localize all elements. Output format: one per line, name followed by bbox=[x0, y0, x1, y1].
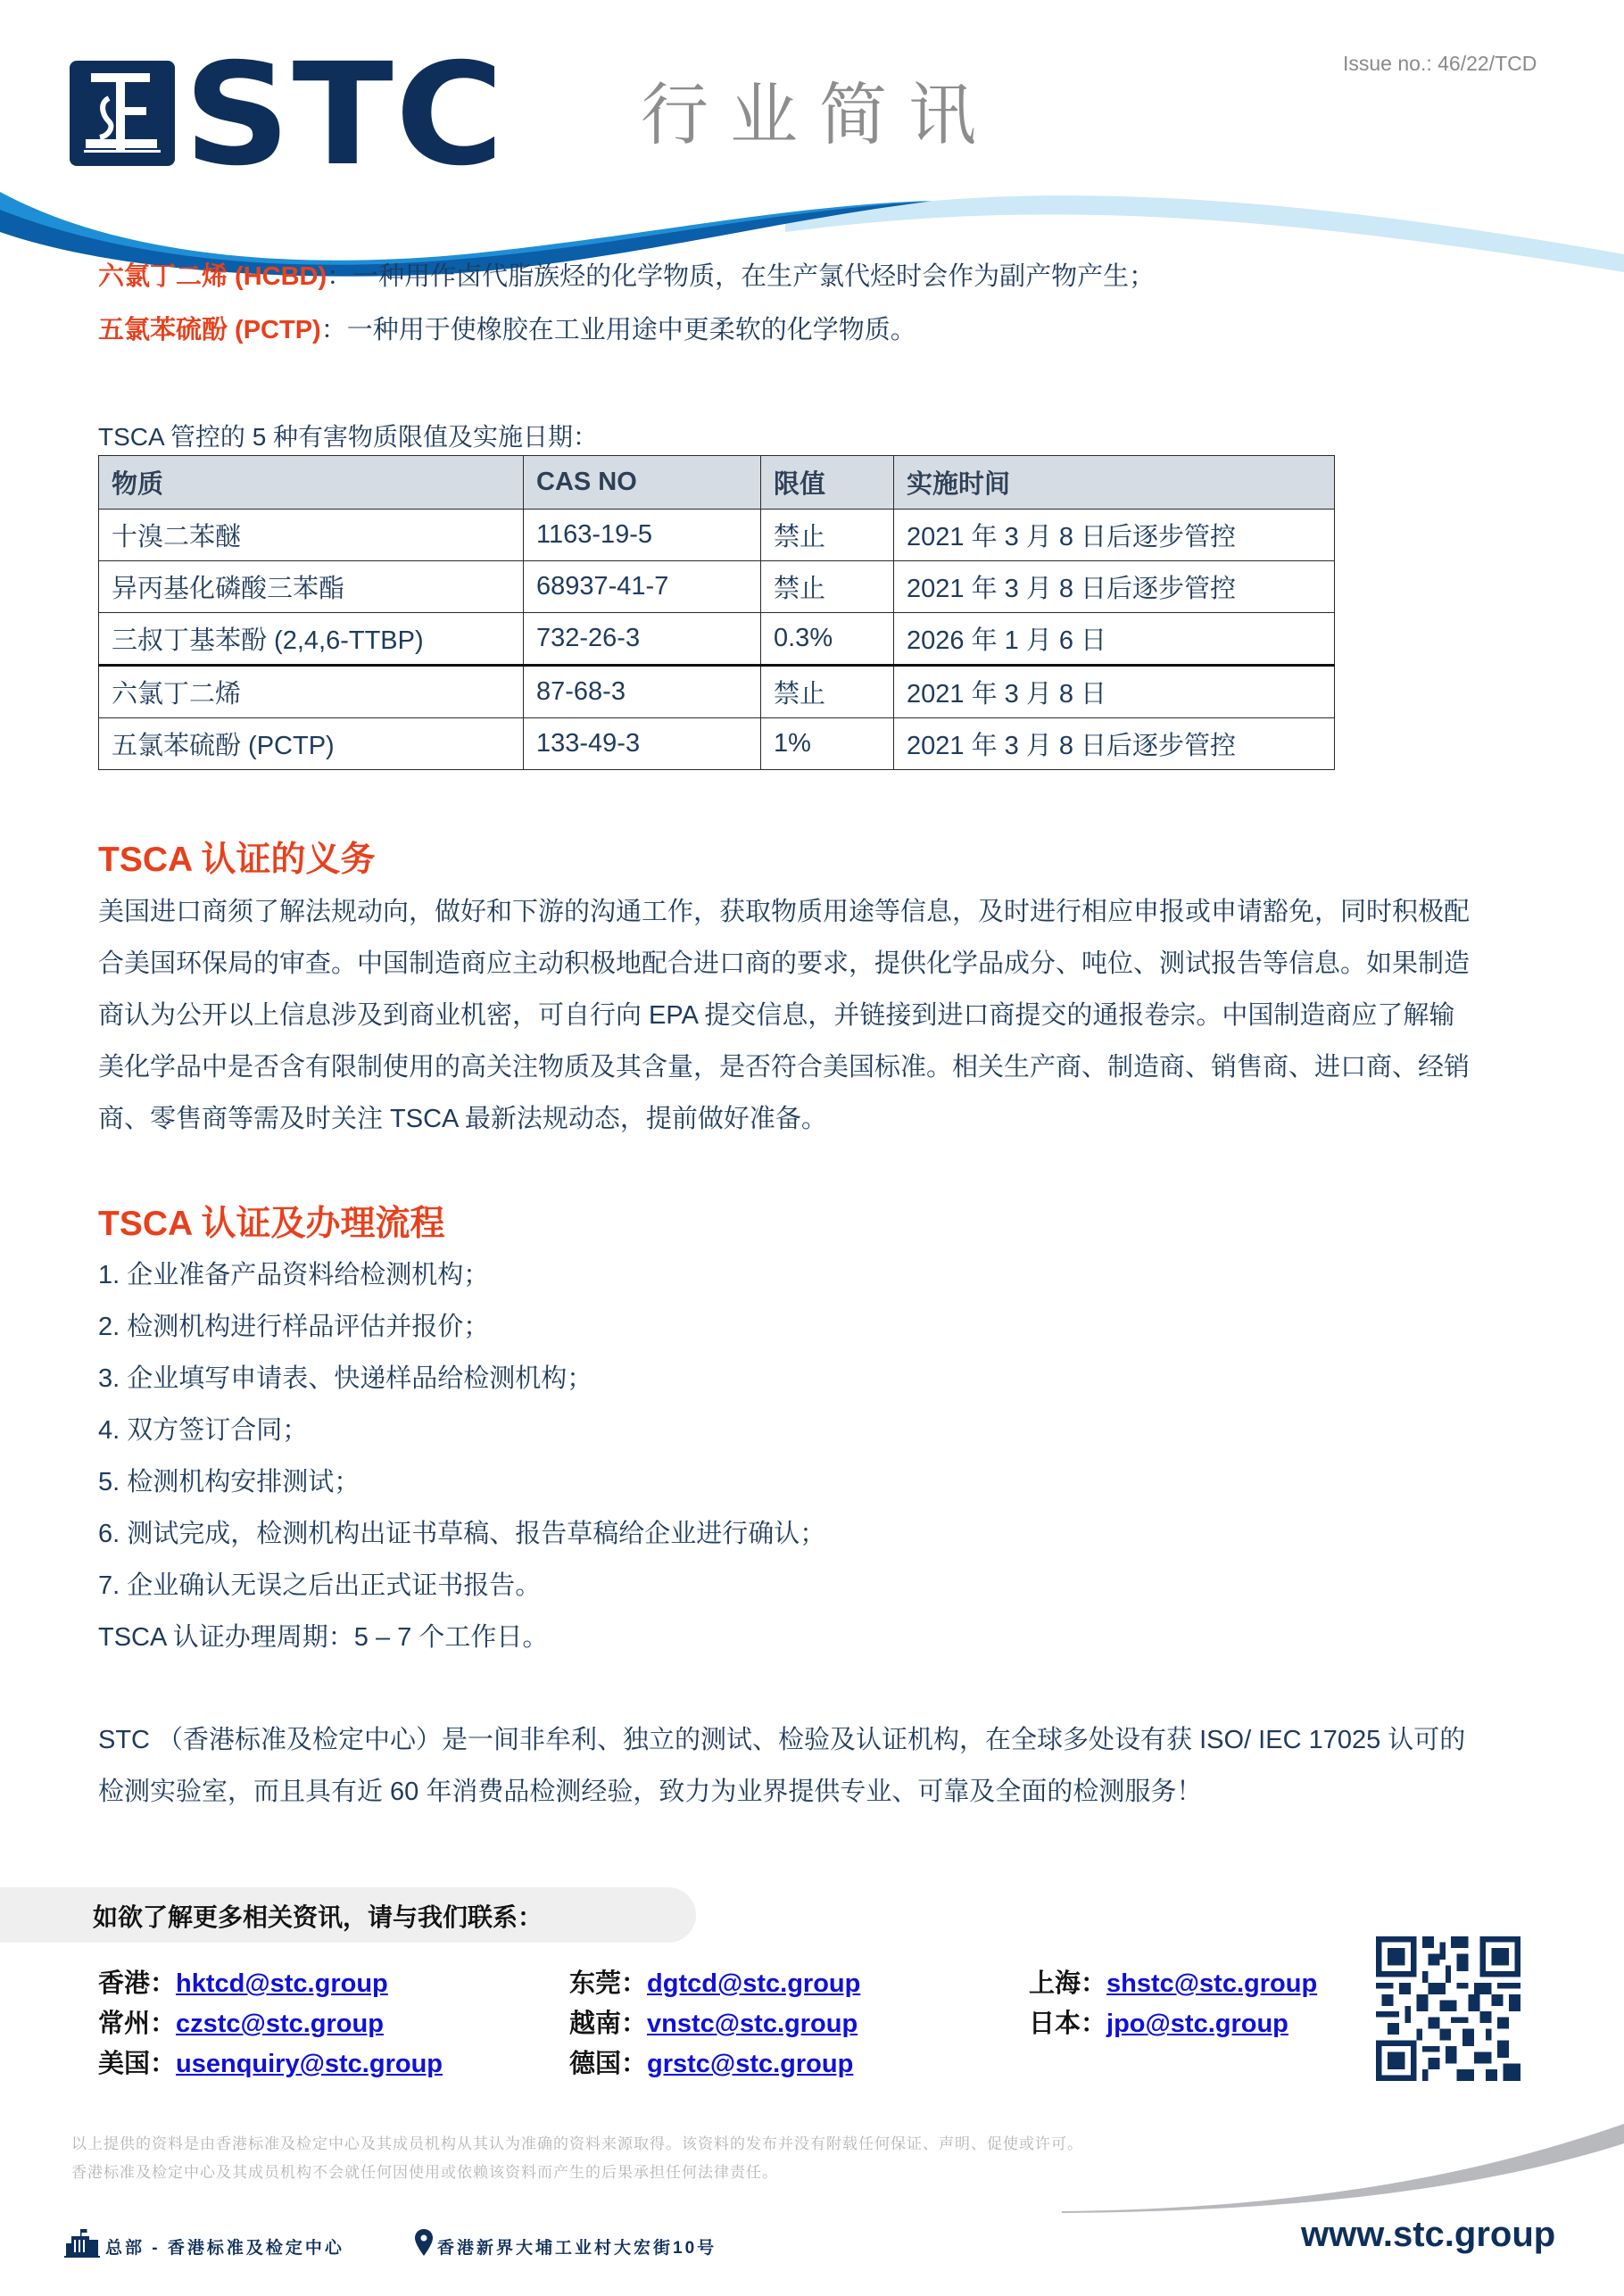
building-icon bbox=[64, 2229, 100, 2258]
location-pin-icon bbox=[415, 2229, 433, 2256]
process-step: 5. 检测机构安排测试； bbox=[98, 1468, 360, 1496]
contact-dongguan: 东莞：dgtcd@stc.group bbox=[569, 1969, 861, 1998]
process-step: 1. 企业准备产品资料给检测机构； bbox=[98, 1261, 490, 1289]
contact-germany: 德国：grstc@stc.group bbox=[569, 2050, 854, 2078]
table-row: 五氯苯硫酚 (PCTP) 133-49-3 1% 2021 年 3 月 8 日后逐步管控 bbox=[99, 718, 1335, 770]
contact-usa: 美国：usenquiry@stc.group bbox=[98, 2050, 443, 2078]
contact-hongkong: 香港：hktcd@stc.group bbox=[98, 1969, 388, 1998]
table-caption: TSCA 管控的 5 种有害物质限值及实施日期： bbox=[98, 423, 599, 451]
table-header-row bbox=[99, 456, 1335, 510]
stc-logo bbox=[70, 33, 506, 197]
email-link-japan[interactable]: jpo@stc.group bbox=[1106, 2010, 1288, 2038]
process-step: 3. 企业填写申请表、快递样品给检测机构； bbox=[98, 1364, 593, 1393]
table-row: 十溴二苯醚 1163-19-5 禁止 2021 年 3 月 8 日后逐步管控 bbox=[99, 510, 1335, 561]
definition-term: 六氯丁二烯 (HCBD) bbox=[98, 262, 327, 291]
contact-vietnam: 越南：vnstc@stc.group bbox=[569, 2010, 858, 2038]
email-link-usa[interactable]: usenquiry@stc.group bbox=[176, 2050, 443, 2078]
definition-pctp: 五氯苯硫酚 (PCTP)：一种用于使橡胶在工业用途中更柔软的化学物质。 bbox=[98, 316, 916, 344]
table-row: 三叔丁基苯酚 (2,4,6-TTBP) 732-26-3 0.3% 2026 年 1 月 6 日 bbox=[99, 613, 1335, 666]
contact-title: 如欲了解更多相关资讯，请与我们联系： bbox=[93, 1903, 543, 1931]
disclaimer-line: 香港标准及检定中心及其成员机构不会就任何因使用或依赖该资料而产生的后果承担任何法律责任。 bbox=[71, 2164, 778, 2181]
stc-emblem-icon bbox=[70, 61, 175, 166]
column-header-substance: 物质 bbox=[99, 456, 524, 510]
section-title-obligations: TSCA 认证的义务 bbox=[98, 841, 376, 879]
address-text: 香港新界大埔工业村大宏街10号 bbox=[437, 2239, 717, 2258]
contact-shanghai: 上海：shstc@stc.group bbox=[1029, 1969, 1318, 1998]
headquarters-label: 总部 - 香港标准及检定中心 bbox=[105, 2239, 344, 2258]
definition-desc: 一种用于使橡胶在工业用途中更柔软的化学物质。 bbox=[346, 316, 916, 344]
process-step: 2. 检测机构进行样品评估并报价； bbox=[98, 1313, 490, 1341]
about-paragraph: STC （香港标准及检定中心）是一间非牟利、独立的测试、检验及认证机构，在全球多处设有获 ISO/ IEC 17025 认可的 检测实验室，而且具有近 60 年消费品检测经验，致力为业界提供专业、可靠及全面的检测服务！ bbox=[98, 1726, 1466, 1806]
column-header-cas: CAS NO bbox=[524, 456, 761, 510]
email-link-shanghai[interactable]: shstc@stc.group bbox=[1106, 1969, 1318, 1998]
table-row: 六氯丁二烯 87-68-3 禁止 2021 年 3 月 8 日 bbox=[99, 666, 1335, 718]
column-header-limit: 限值 bbox=[761, 456, 894, 510]
definition-term: 五氯苯硫酚 (PCTP) bbox=[98, 316, 321, 344]
definition-hcbd: 六氯丁二烯 (HCBD)：一种用作卤代脂族烃的化学物质，在生产氯代烃时会作为副产物产生； bbox=[98, 262, 1156, 291]
email-link-germany[interactable]: grstc@stc.group bbox=[647, 2050, 854, 2078]
issue-number: Issue no.: 46/22/TCD bbox=[1343, 52, 1537, 75]
footer-swoosh-decoration bbox=[1026, 2124, 1624, 2222]
email-link-hongkong[interactable]: hktcd@stc.group bbox=[176, 1969, 388, 1998]
section-title-process: TSCA 认证及办理流程 bbox=[98, 1205, 445, 1243]
logo-wordmark: STC bbox=[184, 33, 506, 197]
process-step: 6. 测试完成，检测机构出证书草稿、报告草稿给企业进行确认； bbox=[98, 1520, 826, 1548]
process-period: TSCA 认证办理周期：5 – 7 个工作日。 bbox=[98, 1623, 549, 1652]
column-header-date: 实施时间 bbox=[894, 456, 1335, 510]
qr-code-icon[interactable] bbox=[1376, 1936, 1520, 2081]
obligations-paragraph: 美国进口商须了解法规动向，做好和下游的沟通工作，获取物质用途等信息，及时进行相应申报或申请豁免，同时积极配 合美国环保局的审查。中国制造商应主动积极地配合进口商的要求，提供化学品成分、吨位、测试报告等信息。如果制造 商认为公开以上信息涉及到商业机密，可自行向 EPA 提交信息，并链接到进口商提交的通报卷宗。中国制造商应了解输 美化学品中是否含有限制使用的高关注物质及其含量，是否符合美国标准。相关生产商、制造商、销售商、进口商、经销 商、零售商等需及时关注 TSCA 最新法规动态，提前做好准备。 bbox=[98, 898, 1471, 1133]
contact-changzhou: 常州：czstc@stc.group bbox=[98, 2010, 384, 2038]
email-link-changzhou[interactable]: czstc@stc.group bbox=[176, 2010, 384, 2038]
email-link-dongguan[interactable]: dgtcd@stc.group bbox=[647, 1969, 861, 1998]
website-link[interactable]: www.stc.group bbox=[1301, 2215, 1556, 2254]
table-row: 异丙基化磷酸三苯酯 68937-41-7 禁止 2021 年 3 月 8 日后逐步管控 bbox=[99, 561, 1335, 613]
process-step: 7. 企业确认无误之后出正式证书报告。 bbox=[98, 1571, 542, 1600]
disclaimer-line: 以上提供的资料是由香港标准及检定中心及其成员机构从其认为准确的资料来源取得。该资料的发布并没有附载任何保证、声明、促使或许可。 bbox=[71, 2135, 1083, 2152]
definition-desc: 一种用作卤代脂族烃的化学物质，在生产氯代烃时会作为副产物产生； bbox=[352, 262, 1156, 291]
substance-limits-table bbox=[98, 455, 1335, 770]
contact-japan: 日本：jpo@stc.group bbox=[1029, 2010, 1288, 2038]
newsletter-title: 行业简讯 bbox=[641, 75, 998, 154]
email-link-vietnam[interactable]: vnstc@stc.group bbox=[647, 2010, 858, 2038]
process-step: 4. 双方签订合同； bbox=[98, 1416, 309, 1445]
